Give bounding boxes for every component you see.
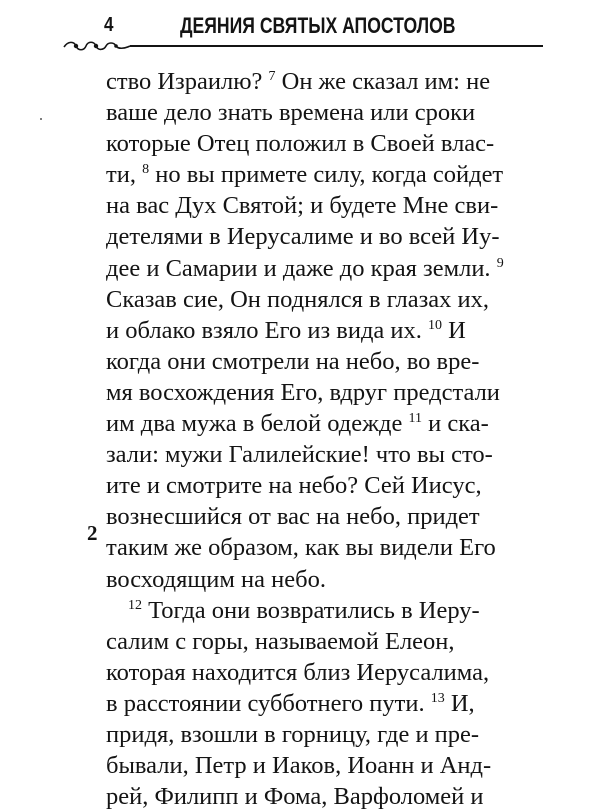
header-rule <box>130 45 543 47</box>
text-line <box>106 781 546 812</box>
text-segment: им два мужа в белой одежде <box>106 410 409 438</box>
verse-number: 12 <box>128 597 142 613</box>
text-segment: детелями в Иерусалиме и во всей Иу- <box>106 223 500 251</box>
text-segment: и облако взяло Его из вида их. <box>106 316 429 344</box>
verse-number: 7 <box>268 69 276 84</box>
text-segment: таким же образом, как вы видели Его <box>106 534 496 562</box>
text-line <box>106 284 546 315</box>
page-number: 4 <box>104 14 114 36</box>
text-line <box>106 501 546 532</box>
text-segment: ти, <box>106 161 143 189</box>
text-segment: дее и Самарии и даже до края земли. <box>106 254 497 282</box>
text-segment: в расстоянии субботнего пути. <box>106 689 431 717</box>
text-line <box>106 190 546 221</box>
text-segment: Тогда они возвратились в Иеру- <box>142 596 480 624</box>
text-segment: И <box>442 316 466 344</box>
text-line <box>106 688 546 719</box>
text-line <box>106 128 546 159</box>
text-segment: на вас Дух Святой; и будете Мне сви- <box>106 192 499 220</box>
text-line <box>106 346 546 377</box>
text-line <box>106 626 546 657</box>
text-segment: восходящим на небо. <box>106 565 326 593</box>
text-line <box>106 408 546 439</box>
running-title: ДЕЯНИЯ СВЯТЫХ АПОСТОЛОВ <box>180 13 456 38</box>
verse-number: 8 <box>142 162 150 178</box>
text-segment: когда они смотрели на небо, во вре- <box>106 347 480 375</box>
text-line <box>106 377 546 408</box>
text-segment: вознесшийся от вас на небо, придет <box>106 503 480 531</box>
text-segment: придя, взошли в горницу, где и пре- <box>106 720 480 748</box>
text-segment: бывали, Петр и Иаков, Иоанн и Анд- <box>106 752 492 780</box>
margin-speck <box>40 118 42 120</box>
verse-number: 10 <box>428 317 443 333</box>
text-line <box>106 564 546 595</box>
text-line <box>106 97 546 128</box>
text-segment: которая находится близ Иерусалима, <box>106 658 490 686</box>
verse-number: 11 <box>408 411 422 427</box>
text-segment: Сказав сие, Он поднялся в глазах их, <box>106 285 490 313</box>
text-segment: ваше дело знать времена или сроки <box>106 99 476 127</box>
text-line <box>106 750 546 781</box>
text-segment: зали: мужи Галилейские! что вы сто- <box>106 441 493 469</box>
text-line <box>106 657 546 688</box>
text-line <box>106 439 546 470</box>
text-segment: ство Израилю? <box>106 68 269 95</box>
text-segment: но вы примете силу, когда сойдет <box>149 161 504 189</box>
page-header <box>0 0 600 60</box>
text-segment: Он же сказал им: не <box>275 68 491 95</box>
text-segment: рей, Филипп и Фома, Варфоломей и <box>106 783 484 811</box>
text-line <box>106 66 546 97</box>
text-line <box>106 532 546 563</box>
body-text <box>106 66 546 812</box>
text-segment: И, <box>444 689 475 717</box>
text-segment: которые Отец положил в Своей влас- <box>106 130 495 158</box>
text-line <box>106 221 546 252</box>
text-line <box>106 253 546 284</box>
text-segment: салим с горы, называемой Елеон, <box>106 627 455 655</box>
text-segment: ите и смотрите на небо? Сей Иисус, <box>106 472 482 500</box>
ornament-flourish-icon <box>62 38 132 54</box>
text-line <box>106 719 546 750</box>
text-line <box>106 470 546 501</box>
text-segment: и ска- <box>422 410 489 438</box>
verse-number: 13 <box>430 690 445 706</box>
text-line <box>106 159 546 190</box>
verse-number: 9 <box>496 255 504 271</box>
text-line <box>106 595 546 626</box>
text-segment: мя восхождения Его, вдруг предстали <box>106 378 500 406</box>
chapter-number: 2 <box>87 521 98 545</box>
text-line <box>106 315 546 346</box>
